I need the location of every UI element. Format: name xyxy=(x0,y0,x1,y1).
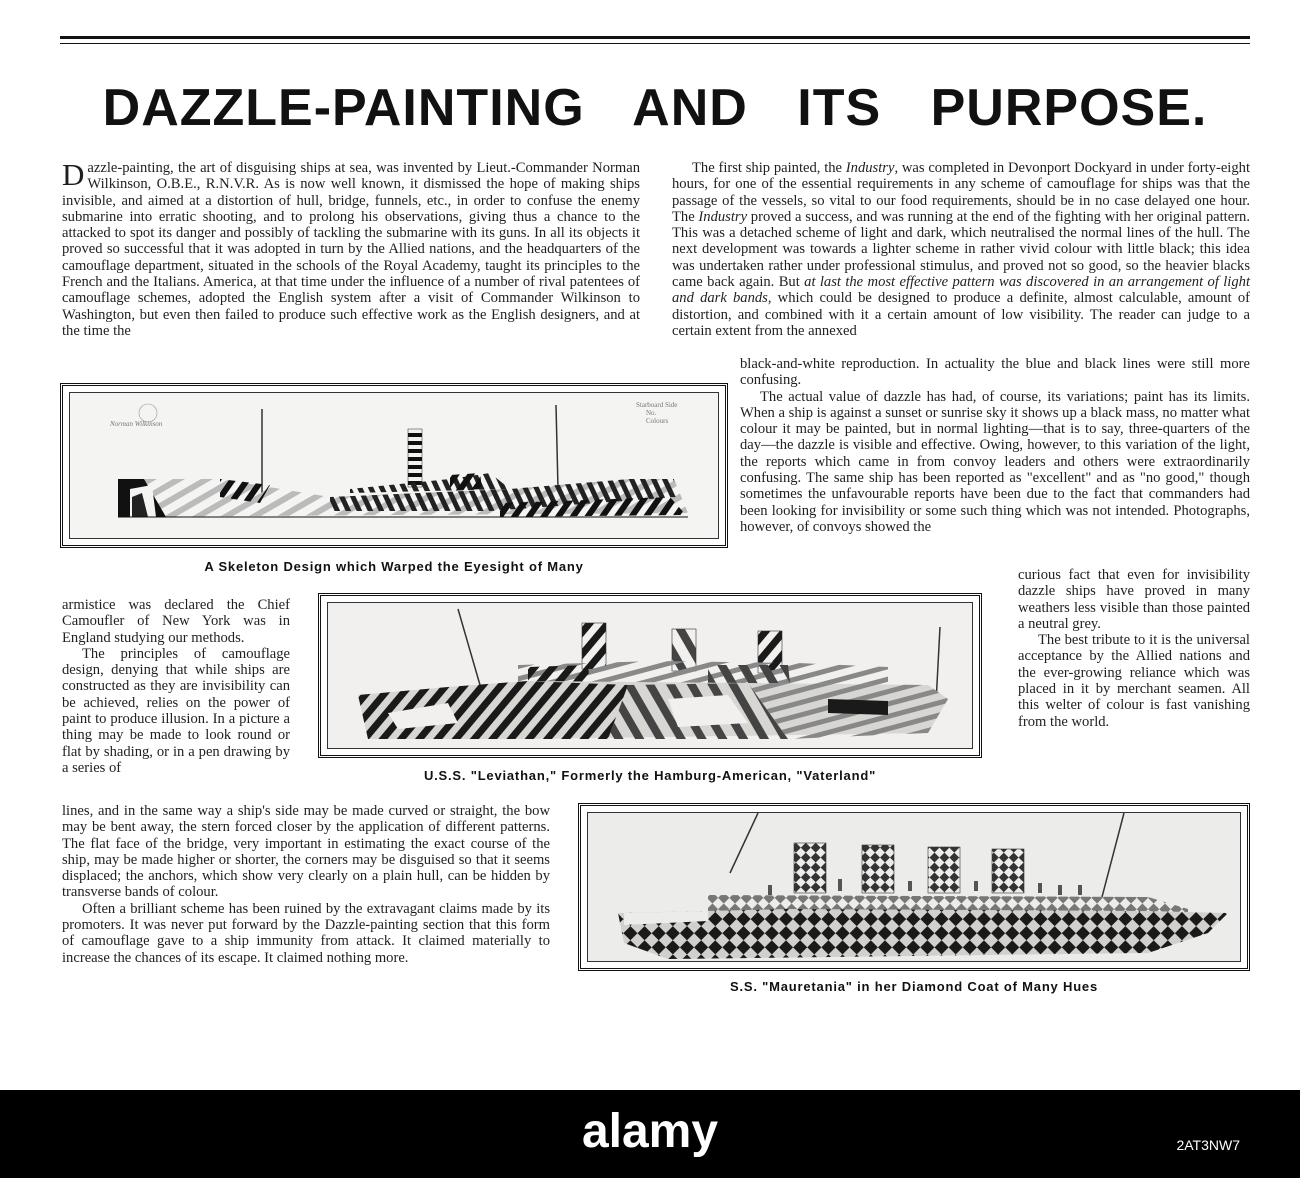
top-rule-thick xyxy=(60,36,1250,39)
right-paragraph-3: The best tribute to it is the universal acceptance by the Allied nations and the ever-growing reliance which was placed in it by merchant seamen. All this welter of colour is fast vanishing from the world. xyxy=(1018,632,1250,730)
caption-mauretania: S.S. "Mauretania" in her Diamond Coat of Many Hues xyxy=(730,979,1098,994)
image-id-label: 2AT3NW7 xyxy=(1176,1137,1240,1153)
page-title: DAZZLE-PAINTING AND ITS PURPOSE. xyxy=(102,79,1208,137)
design-stamp: Starboard Side No. Colours xyxy=(636,401,678,425)
figure-mauretania xyxy=(578,803,1250,971)
drop-cap: D xyxy=(62,157,85,192)
leviathan-illustration xyxy=(328,603,973,749)
caption-skeleton-design: A Skeleton Design which Warped the Eyesight of Many xyxy=(204,559,584,574)
figure-leviathan xyxy=(318,593,982,758)
emphasis-bands: at last the most effective pattern was discovered in an arrangement of light and dark bands xyxy=(672,274,1250,307)
right-column-mid xyxy=(740,356,1250,535)
mauretania-illustration xyxy=(588,813,1241,962)
right-column-top xyxy=(672,160,1250,339)
right-paragraph-1-end: black-and-white reproduction. In actuality the blue and black lines were still more confusing. xyxy=(740,356,1250,389)
left-paragraph-armistice: armistice was declared the Chief Camoufler of New York was in England studying our methods. xyxy=(62,597,290,646)
left-paragraph-claims: Often a brilliant scheme has been ruined by the extravagant claims made by its promoters. It was never put forward by the Dazzle-painting section that this form of camouflage gave to a ship immunity from attack. It claimed materially to increase the chances of its escape. It claimed nothing more. xyxy=(62,900,550,966)
left-column-bottom xyxy=(62,803,550,966)
ship-name-industry: Industry xyxy=(845,160,895,176)
left-paragraph-principles: The principles of camouflage design, denying that while ships are constructed as they are invisibility can be achieved, relies on the power of paint to produce illusion. In a picture a thing may be made to look round or flat by shading, or in a pen drawing by a series of xyxy=(62,645,290,776)
top-rule-thin xyxy=(60,43,1250,44)
intro-paragraph: azzle-painting, the art of disguising ships at sea, was invented by Lieut.-Commander Norman Wilkinson, O.B.E., R.N.V.R. As is now well known, it dismissed the hope of making ships invisible, and aimed at a distortion of hull, bridge, funnels, etc., in order to confuse the enemy submarine into erratic shooting, and to prolong his observations, giving thus a chance to the attacked to spot its danger and possibly of tackling the submarine with its guns. In all its objects it proved so successful that it was adopted in turn by the Allied nations, and the headquarters of the camouflage department, situated in the schools of the Royal Academy, taught its principles to the French and the Italians. America, at that time under the influence of a number of rival patentees of camouflage schemes, adopted the English system after a visit of Commander Wilkinson to Washington, but even then failed to produce such effective work as the English designers, and at the time the xyxy=(62,160,640,339)
watermark-logo: alamy xyxy=(581,1105,719,1158)
designer-signature: Norman Wilkinson xyxy=(110,420,163,428)
ship-name-industry-2: Industry xyxy=(698,208,748,225)
figure-skeleton-design xyxy=(60,383,728,548)
skeleton-design-illustration xyxy=(70,393,719,539)
right-column-narrow xyxy=(1018,567,1250,730)
right-paragraph-1: The first ship painted, the Industry, was completed in Devonport Dockyard in under forty-eight hours, for one of the essential requirements in any scheme of camouflage for ships was that the passage of the vessels, so vital to our food requirements, should be in no case delayed one hour. The Industry proved a success, and was running at the end of the fighting with her original pattern. This was a detached scheme of light and dark, which neutralised the normal lines of the hull. The next development was towards a lighter scheme in rather vivid colour with little black; this idea was undertaken rather under professional stimulus, and proved not so good, so the heavier blacks came back again. But at last the most effective pattern was discovered in an arrangement of light and dark bands, which could be designed to produce a definite, almost calculable, amount of distortion, and combined with it a certain amount of low visibility. The reader can judge to a certain extent from the annexed xyxy=(672,160,1250,339)
left-column-narrow xyxy=(62,597,290,776)
left-paragraph-principles-end: lines, and in the same way a ship's side may be made curved or straight, the bow may be bent away, the stern forced closer by the application of different patterns. The flat face of the bridge, very important in estimating the exact course of the ship, may be made higher or shorter, the corners may be disguised so that it seems displaced; the anchors, which show very clearly on a plain hull, can be hidden by transverse bands of colour. xyxy=(62,803,550,901)
right-paragraph-2: The actual value of dazzle has had, of course, its variations; paint has its limits. When a ship is against a sunset or sunrise sky it shows up a black mass, no matter what colour it may be painted, but in normal lighting—that is to say, three-quarters of the day—the dazzle is visible and effective. Owing, however, to this variation of the light, the reports which came in from convoy leaders and others were extraordinarily confusing. The same ship has been reported as "excellent" and as "no good," though sometimes the unfavourable reports have been due to the fact that commanders had been looking for invisibility or some such thing which was not intended. Photographs, however, of convoys showed the xyxy=(740,388,1250,535)
right-paragraph-2-end: curious fact that even for invisibility dazzle ships have proved in many weathers less visible than those painted a neutral grey. xyxy=(1018,567,1250,632)
article-intro xyxy=(62,157,640,339)
caption-leviathan: U.S.S. "Leviathan," Formerly the Hamburg-American, "Vaterland" xyxy=(423,768,877,783)
